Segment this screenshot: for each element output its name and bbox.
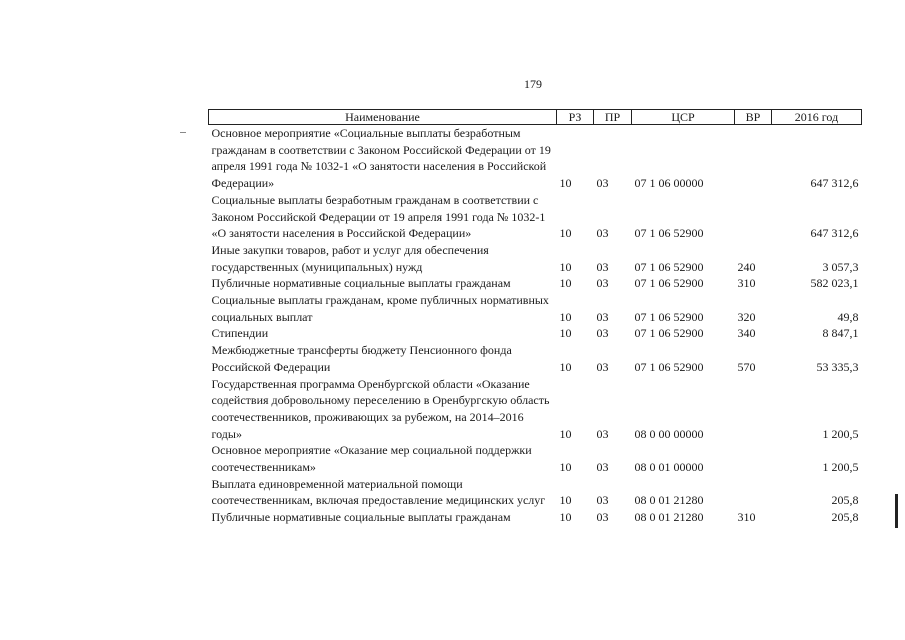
row-vr: 340 — [737, 326, 756, 341]
table-row — [209, 192, 862, 242]
row-rz: 10 — [559, 460, 572, 475]
row-rz: 10 — [559, 276, 572, 291]
table-row — [209, 292, 862, 325]
row-rz: 10 — [559, 259, 572, 274]
row-name: Выплата единовременной материальной помощи соотечественникам, включая предоставление медицинских услуг — [211, 476, 546, 508]
row-rz: 10 — [559, 176, 572, 191]
row-pr: 03 — [596, 326, 609, 341]
table-row — [209, 376, 862, 443]
row-pr: 03 — [596, 510, 609, 525]
row-vr: 570 — [737, 359, 756, 374]
row-csr: 08 0 00 00000 — [634, 426, 704, 441]
row-name: Стипендии — [211, 326, 269, 341]
row-sum: 8 847,1 — [822, 326, 859, 341]
row-pr: 03 — [596, 259, 609, 274]
row-sum: 49,8 — [837, 309, 859, 324]
row-name: Иные закупки товаров, работ и услуг для обеспечения государственных (муниципальных) нужд — [211, 242, 489, 274]
header-vr: ВР — [735, 110, 772, 125]
row-csr: 07 1 06 52900 — [634, 326, 704, 341]
row-csr: 08 0 01 21280 — [634, 510, 704, 525]
row-name: Межбюджетные трансферты бюджету Пенсионного фонда Российской Федерации — [211, 343, 512, 374]
row-vr — [735, 442, 772, 475]
row-csr: 08 0 01 21280 — [634, 493, 704, 508]
row-vr: 320 — [737, 309, 756, 324]
margin-tick — [180, 132, 186, 133]
header-csr: ЦСР — [632, 110, 735, 125]
table-row — [209, 442, 862, 475]
table-row — [209, 342, 862, 375]
row-name: Публичные нормативные социальные выплаты гражданам — [211, 510, 511, 525]
row-name: Основное мероприятие «Оказание мер социальной поддержки соотечественникам» — [211, 443, 532, 475]
row-rz: 10 — [559, 510, 572, 525]
header-name: Наименование — [209, 110, 557, 125]
row-rz: 10 — [559, 309, 572, 324]
header-sum: 2016 год — [772, 110, 862, 125]
row-rz: 10 — [559, 493, 572, 508]
row-pr: 03 — [596, 493, 609, 508]
row-name: Публичные нормативные социальные выплаты гражданам — [211, 276, 511, 291]
row-rz: 10 — [559, 326, 572, 341]
row-name: Основное мероприятие «Социальные выплаты безработным гражданам в соответствии с Законом Российской Федерации от 19 апреля 1991 года № 1032-1 «О занятости населения в Российской Федерации» — [211, 126, 551, 191]
row-csr: 07 1 06 00000 — [634, 176, 704, 191]
table-row — [209, 476, 862, 509]
table-row — [209, 509, 862, 526]
row-csr: 07 1 06 52900 — [634, 259, 704, 274]
row-pr: 03 — [596, 426, 609, 441]
row-sum: 205,8 — [831, 510, 859, 525]
row-pr: 03 — [596, 359, 609, 374]
table-row — [209, 275, 862, 292]
header-pr: ПР — [594, 110, 632, 125]
row-vr: 240 — [737, 259, 756, 274]
table-row — [209, 325, 862, 342]
row-vr — [735, 125, 772, 192]
row-sum: 3 057,3 — [822, 259, 859, 274]
row-vr: 310 — [737, 510, 756, 525]
header-rz: РЗ — [557, 110, 594, 125]
row-sum: 205,8 — [831, 493, 859, 508]
table-header-row — [209, 110, 862, 125]
row-vr: 310 — [737, 276, 756, 291]
row-vr — [735, 476, 772, 509]
row-csr: 07 1 06 52900 — [634, 359, 704, 374]
row-csr: 08 0 01 00000 — [634, 460, 704, 475]
row-pr: 03 — [596, 309, 609, 324]
table-row — [209, 242, 862, 275]
row-name: Государственная программа Оренбургской области «Оказание содействия добровольному переселению в Оренбургскую область соотечественников, проживающих за рубежом, на 2014–2016 годы» — [211, 376, 550, 441]
row-pr: 03 — [596, 176, 609, 191]
row-name: Социальные выплаты гражданам, кроме публичных нормативных социальных выплат — [211, 293, 549, 324]
row-csr: 07 1 06 52900 — [634, 226, 704, 241]
table-row — [209, 125, 862, 192]
budget-table — [208, 109, 862, 526]
row-csr: 07 1 06 52900 — [634, 276, 704, 291]
row-rz: 10 — [559, 426, 572, 441]
row-sum: 1 200,5 — [822, 426, 859, 441]
row-sum: 582 023,1 — [810, 276, 859, 291]
page-number: 179 — [524, 77, 542, 91]
row-pr: 03 — [596, 226, 609, 241]
row-vr — [735, 192, 772, 242]
row-sum: 647 312,6 — [810, 226, 859, 241]
row-vr — [735, 376, 772, 443]
row-pr: 03 — [596, 276, 609, 291]
row-sum: 647 312,6 — [810, 176, 859, 191]
row-sum: 53 335,3 — [816, 359, 859, 374]
row-pr: 03 — [596, 460, 609, 475]
row-rz: 10 — [559, 359, 572, 374]
scan-edge-mark — [895, 494, 898, 528]
row-rz: 10 — [559, 226, 572, 241]
row-name: Социальные выплаты безработным гражданам в соответствии с Законом Российской Федерации от 19 апреля 1991 года № 1032-1 «О занятости населения в Российской Федерации» — [211, 192, 546, 241]
row-csr: 07 1 06 52900 — [634, 309, 704, 324]
row-sum: 1 200,5 — [822, 460, 859, 475]
